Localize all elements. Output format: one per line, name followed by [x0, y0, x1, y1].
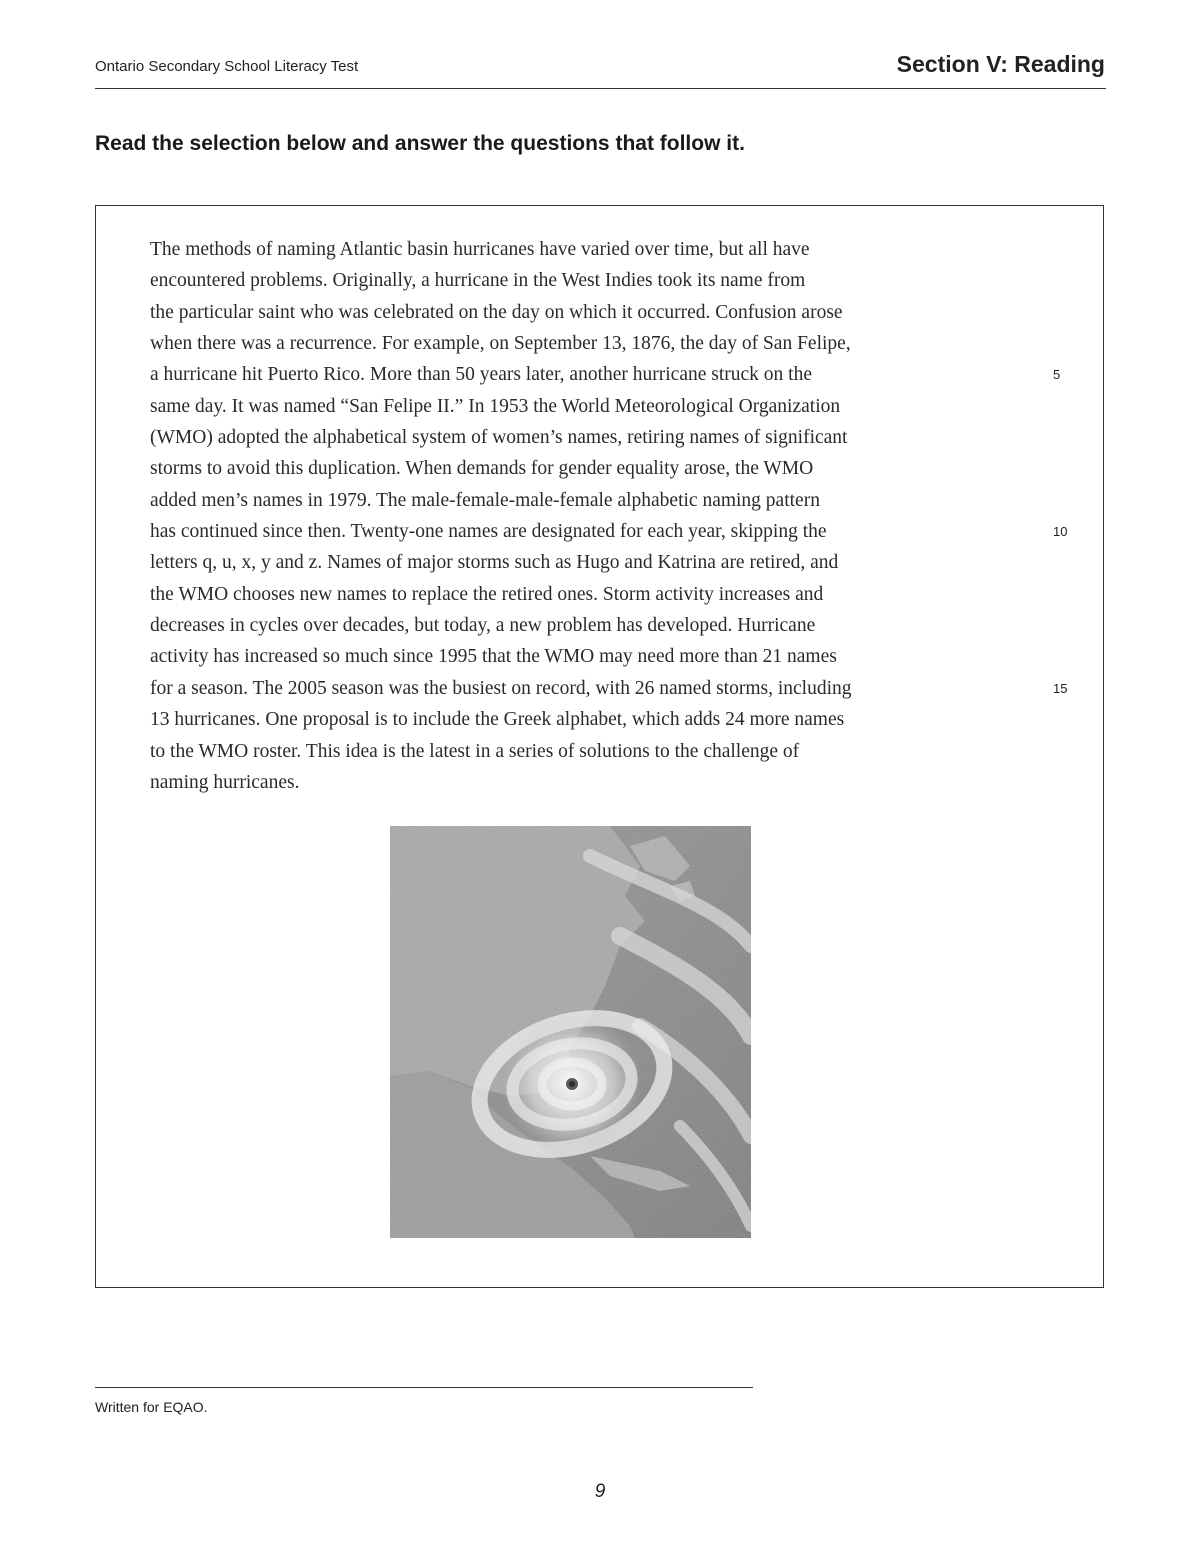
passage-line: letters q, u, x, y and z. Names of major storms such as Hugo and Katrina are retired, and	[150, 552, 839, 574]
passage-line: (WMO) adopted the alphabetical system of women’s names, retiring names of significant	[150, 427, 848, 449]
instruction-text: Read the selection below and answer the questions that follow it.	[95, 132, 745, 155]
line-number: 10	[1053, 524, 1068, 540]
passage-line: a hurricane hit Puerto Rico. More than 50 years later, another hurricane struck on the 5	[150, 359, 1030, 390]
header-section-title: Section V: Reading	[896, 51, 1105, 77]
passage-line: the particular saint who was celebrated on the day on which it occurred. Confusion arose	[150, 301, 843, 323]
passage-text	[150, 234, 1068, 798]
passage-line: to the WMO roster. This idea is the latest in a series of solutions to the challenge of	[150, 740, 800, 762]
passage-line: decreases in cycles over decades, but today, a new problem has developed. Hurricane	[150, 615, 816, 637]
passage-line: storms to avoid this duplication. When demands for gender equality arose, the WMO	[150, 458, 814, 480]
passage-line: the WMO chooses new names to replace the retired ones. Storm activity increases and	[150, 583, 824, 605]
passage-line: naming hurricanes.	[150, 771, 300, 793]
header-test-name: Ontario Secondary School Literacy Test	[95, 58, 359, 75]
footnote-divider	[95, 1387, 753, 1388]
page-number: 9	[594, 1481, 606, 1502]
passage-line: added men’s names in 1979. The male-female-male-female alphabetic naming pattern	[150, 489, 820, 511]
line-number: 5	[1053, 367, 1061, 383]
satellite-hurricane-photo	[390, 826, 751, 1238]
passage-line: for a season. The 2005 season was the busiest on record, with 26 named storms, including 15	[150, 673, 1030, 704]
passage-line: same day. It was named “San Felipe II.” In 1953 the World Meteorological Organization	[150, 395, 841, 417]
passage-line: activity has increased so much since 1995 that the WMO may need more than 21 names	[150, 646, 837, 668]
passage-line: has continued since then. Twenty-one names are designated for each year, skipping the 10	[150, 516, 1030, 547]
footnote-source: Written for EQAO.	[95, 1399, 208, 1415]
line-number: 15	[1053, 680, 1068, 696]
header-divider	[95, 88, 1106, 89]
passage-line: encountered problems. Originally, a hurricane in the West Indies took its name from	[150, 270, 806, 292]
passage-line: 13 hurricanes. One proposal is to include the Greek alphabet, which adds 24 more names	[150, 709, 845, 731]
passage-line: when there was a recurrence. For example, on September 13, 1876, the day of San Felipe,	[150, 333, 851, 355]
passage-line: The methods of naming Atlantic basin hurricanes have varied over time, but all have	[150, 239, 810, 260]
